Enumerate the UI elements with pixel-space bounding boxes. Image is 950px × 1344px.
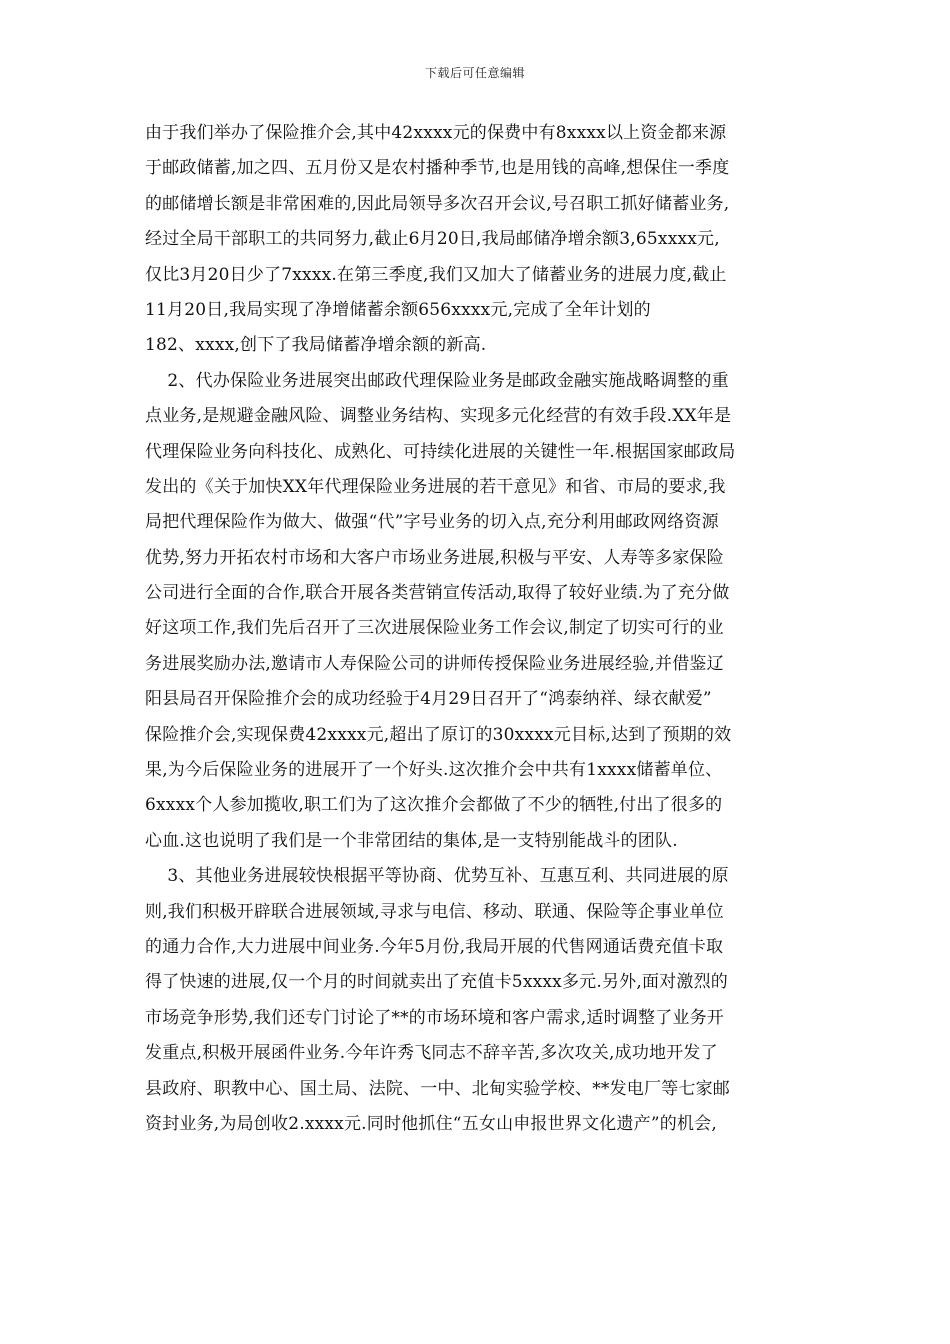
text-line: 市场竞争形势,我们还专门讨论了**的市场环境和客户需求,适时调整了业务开 (145, 1007, 725, 1028)
text-line: 3、其他业务进展较快根据平等协商、优势互补、互惠互利、共同进展的原 (145, 866, 729, 887)
text-line: 点业务,是规避金融风险、调整业务结构、实现多元化经营的有效手段.XX年是 (145, 406, 732, 427)
text-line: 资封业务,为局创收2.xxxx元.同时他抓住“五女山申报世界文化遗产”的机会, (145, 1113, 717, 1134)
text-line: 务进展奖励办法,邀请市人寿保险公司的讲师传授保险业务进展经验,并借鉴辽 (145, 653, 724, 674)
text-line: 心血.这也说明了我们是一个非常团结的集体,是一支特别能战斗的团队. (145, 830, 678, 851)
text-line: 的通力合作,大力进展中间业务.今年5月份,我局开展的代售网通话费充值卡取 (145, 936, 724, 957)
text-line: 的邮储增长额是非常困难的,因此局领导多次召开会议,号召职工抓好储蓄业务, (145, 193, 730, 214)
text-line: 11月20日,我局实现了净增储蓄余额656xxxx元,完成了全年计划的 (145, 299, 651, 320)
text-line: 由于我们举办了保险推介会,其中42xxxx元的保费中有8xxxx以上资金都来源 (145, 123, 727, 143)
text-line: 发重点,积极开展函件业务.今年许秀飞同志不辞辛苦,多次攻关,成功地开发了 (145, 1043, 718, 1064)
page-header: 下载后可任意编辑 (424, 66, 525, 80)
text-line: 得了快速的进展,仅一个月的时间就卖出了充值卡5xxxx多元.另外,面对激烈的 (145, 972, 728, 993)
text-line: 发出的《关于加快XX年代理保险业务进展的若干意见》和省、市局的要求,我 (145, 476, 726, 497)
text-line: 2、代办保险业务进展突出邮政代理保险业务是邮政金融实施战略调整的重 (145, 370, 729, 391)
text-line: 经过全局干部职工的共同努力,截止6月20日,我局邮储净增余额3,65xxxx元, (145, 229, 720, 250)
text-line: 6xxxx个人参加揽收,职工们为了这次推介会都做了不少的牺牲,付出了很多的 (145, 795, 723, 816)
text-line: 182、xxxx,创下了我局储蓄净增余额的新高. (145, 335, 487, 356)
text-line: 阳县局召开保险推介会的成功经验于4月29日召开了“鸿泰纳祥、绿衣献爱” (145, 689, 712, 710)
text-line: 代理保险业务向科技化、成熟化、可持续化进展的关键性一年.根据国家邮政局 (145, 441, 736, 462)
text-line: 优势,努力开拓农村市场和大客户市场业务进展,积极与平安、人寿等多家保险 (145, 547, 724, 568)
document-body (145, 116, 810, 1142)
text-line: 好这项工作,我们先后召开了三次进展保险业务工作会议,制定了切实可行的业 (145, 618, 724, 639)
text-line: 保险推介会,实现保费42xxxx元,超出了原订的30xxxx元目标,达到了预期的效 (145, 724, 732, 745)
text-line: 果,为今后保险业务的进展开了一个好头.这次推介会中共有1xxxx储蓄单位、 (145, 760, 723, 781)
text-line: 公司进行全面的合作,联合开展各类营销宣传活动,取得了较好业绩.为了充分做 (145, 583, 730, 604)
text-line: 则,我们积极开辟联合进展领域,寻求与电信、移动、联通、保险等企事业单位 (145, 901, 724, 922)
text-line: 局把代理保险作为做大、做强“代”字号业务的切入点,充分利用邮政网络资源 (145, 512, 719, 533)
text-line: 县政府、职教中心、国土局、法院、一中、北甸实验学校、**发电厂等七家邮 (145, 1078, 730, 1099)
text-line: 于邮政储蓄,加之四、五月份又是农村播种季节,也是用钱的高峰,想保住一季度 (145, 158, 730, 179)
text-line: 仅比3月20日少了7xxxx.在第三季度,我们又加大了储蓄业务的进展力度,截止 (145, 264, 727, 285)
